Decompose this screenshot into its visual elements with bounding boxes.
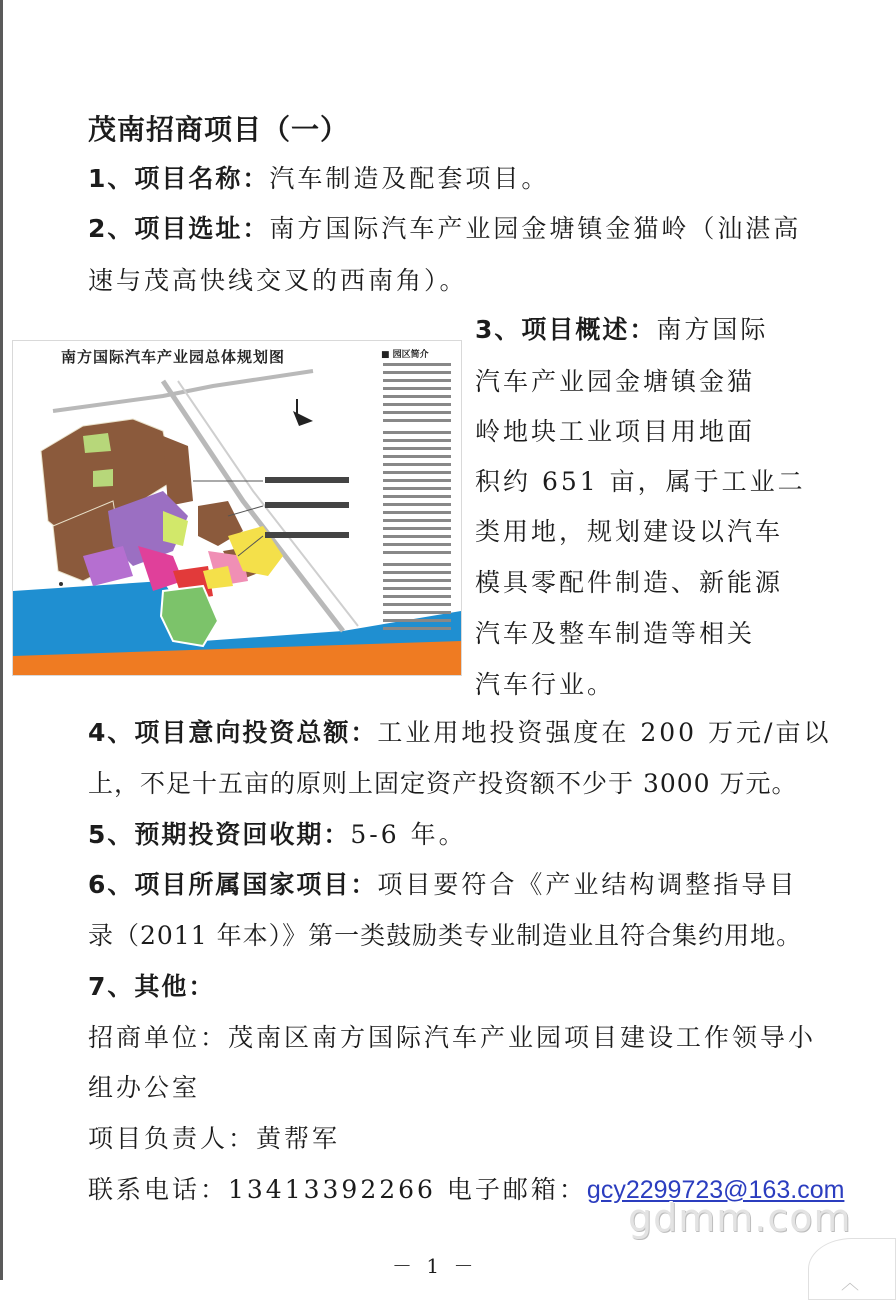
item-3-line-3: 岭地块工业项目用地面: [475, 417, 756, 446]
item-4-line-1: [88, 716, 831, 750]
contact-unit-line-1: 招商单位：茂南区南方国际汽车产业园项目建设工作领导小: [88, 1023, 817, 1052]
map-intro-heading: ■ 园区简介: [381, 350, 429, 360]
planning-map: [12, 340, 462, 676]
page-number: － 1 －: [392, 1254, 478, 1278]
page-title: 茂南招商项目（一）: [88, 113, 350, 146]
item-4-text-1: 工业用地投资强度在 200 万元/亩以: [377, 718, 832, 747]
item-3-line-8: 汽车行业。: [475, 670, 616, 699]
item-4-line-2: 上，不足十五亩的原则上固定资产投资额不少于 3000 万元。: [88, 769, 798, 798]
contact-unit-line-2: 组办公室: [88, 1073, 201, 1102]
map-title: 南方国际汽车产业园总体规划图: [61, 348, 286, 366]
item-2-label: 2、项目选址：: [88, 214, 270, 243]
corner-button[interactable]: [808, 1238, 896, 1300]
item-6-text-1: 项目要符合《产业结构调整指导目: [377, 870, 798, 899]
item-5: [88, 818, 467, 852]
item-6-label: 6、项目所属国家项目：: [88, 870, 378, 899]
chevron-up-icon: ︿: [841, 1273, 859, 1294]
item-5-text: 5-6 年。: [350, 820, 467, 849]
item-3-line-4: 积约 651 亩，属于工业二: [475, 467, 806, 496]
item-2-line-2: 速与茂高快线交叉的西南角）。: [88, 266, 468, 295]
contact-email-link[interactable]: gcy2299723@163.com: [586, 1176, 845, 1204]
watermark: gdmm.com: [628, 1196, 852, 1240]
item-1: [88, 162, 549, 196]
page-edge: [0, 0, 3, 1280]
contact-phone: 联系电话：13413392266 电子邮箱：: [88, 1175, 587, 1204]
item-3-line-5: 类用地，规划建设以汽车: [475, 517, 784, 546]
item-3-line-1: [475, 313, 768, 347]
item-6-line-2: 录（2011 年本）》第一类鼓励类专业制造业且符合集约用地。: [88, 921, 803, 950]
item-7-label: 7、其他：: [88, 972, 216, 1001]
item-7: [88, 970, 215, 1004]
item-3-label: 3、项目概述：: [475, 315, 657, 344]
item-5-label: 5、预期投资回收期：: [88, 820, 351, 849]
contact-person: 项目负责人：黄帮军: [88, 1124, 341, 1153]
item-3-line-2: 汽车产业园金塘镇金猫: [475, 367, 756, 396]
item-6-line-1: [88, 868, 797, 902]
item-3-line-6: 模具零配件制造、新能源: [475, 568, 784, 597]
item-4-label: 4、项目意向投资总额：: [88, 718, 378, 747]
planning-map-graphic: [13, 341, 461, 675]
item-1-text: 汽车制造及配套项目。: [269, 164, 550, 193]
item-2-text-1: 南方国际汽车产业园金塘镇金猫岭（汕湛高: [269, 214, 802, 243]
item-1-label: 1、项目名称：: [88, 164, 270, 193]
item-3-text-1: 南方国际: [656, 315, 769, 344]
item-3-line-7: 汽车及整车制造等相关: [475, 619, 756, 648]
item-2-line-1: [88, 212, 801, 246]
